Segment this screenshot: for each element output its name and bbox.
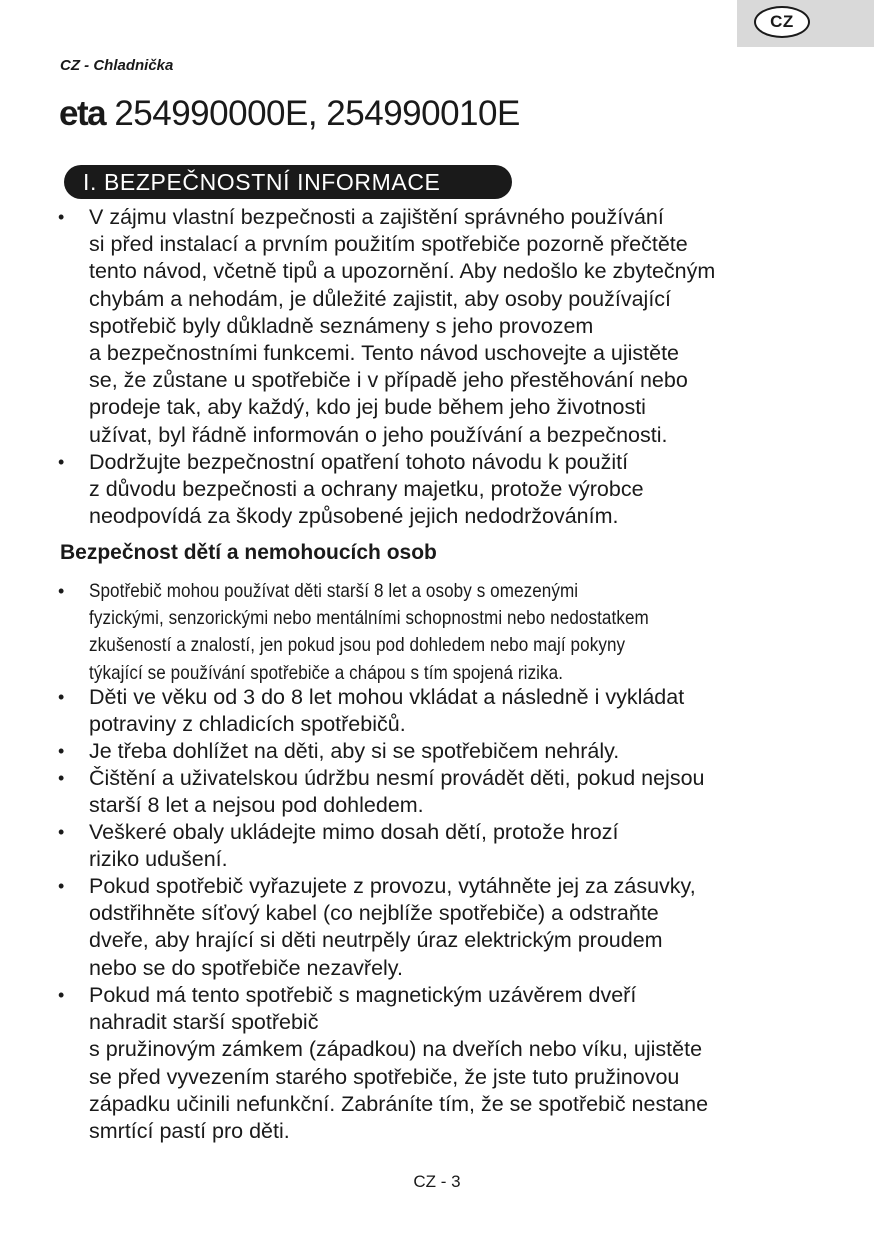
brand-logo-text: eta <box>59 94 106 133</box>
children-paragraph-4: Čištění a uživatelskou údržbu nesmí provádět děti, pokud nejsou starší 8 let a nejsou pod dohledem. <box>89 766 705 818</box>
section-heading: I. BEZPEČNOSTNÍ INFORMACE <box>64 165 512 199</box>
safety-paragraph-2: Dodržujte bezpečnostní opatření tohoto návodu k použití z důvodu bezpečnosti a ochrany majetku, protože výrobce neodpovídá za škody způsobené jejich nedodržováním. <box>89 450 644 529</box>
children-paragraph-2: Děti ve věku od 3 do 8 let mohou vkládat a následně i vykládat potraviny z chladicích spotřebičů. <box>89 685 685 737</box>
safety-paragraph-1: V zájmu vlastní bezpečnosti a zajištění správného používání si před instalací a prvním použitím spotřebiče pozorně přečtěte tento návod, včetně tipů a upozornění. Aby nedošlo ke zbytečným chybám a nehodám, je důležité zajistit, aby osoby používající spotřebič byly důkladně seznámeny s jeho provozem a bezpečnostními funkcemi. Tento návod uschovejte a ujistěte se, že zůstane u spotřebiče i v případě jeho přestěhování nebo prodeje tak, aby každý, kdo jej bude během jeho životnosti užívat, byl řádně informován o jeho používání a bezpečnosti. <box>89 205 716 447</box>
bullet-icon: • <box>58 581 65 601</box>
children-paragraph-1: Spotřebič mohou používat děti starší 8 let a osoby s omezenými fyzickými, senzorickými nebo mentálními schopnostmi nebo nedostatkem zkušeností a znalostí, jen pokud jsou pod dohledem nebo mají pokyny týkající se používání spotřebiče a chápou s tím spojená rizika. <box>89 580 649 684</box>
bullet-icon: • <box>58 876 65 896</box>
page-number: CZ - 3 <box>413 1172 461 1191</box>
bullet-icon: • <box>58 768 65 788</box>
page-title <box>59 94 520 134</box>
subheading-children-safety: Bezpečnost dětí a nemohoucích osob <box>60 541 437 564</box>
children-paragraph-7: Pokud má tento spotřebič s magnetickým uzávěrem dveří nahradit starší spotřebič s pružinovým zámkem (západkou) na dveřích nebo víku, ujistěte se před vyvezením starého spotřebiče, že jste tuto pružinovou západku učinili nefunkční. Zabráníte tím, že se spotřebič nestane smrtící pastí pro děti. <box>89 983 709 1144</box>
children-paragraph-5: Veškeré obaly ukládejte mimo dosah dětí, protože hrozí riziko udušení. <box>89 820 619 872</box>
bullet-icon: • <box>58 687 65 707</box>
section-label: CZ - Chladnička <box>60 57 174 74</box>
language-badge: CZ <box>754 6 810 38</box>
bullet-icon: • <box>58 207 65 227</box>
language-tab <box>737 0 874 47</box>
bullet-icon: • <box>58 985 65 1005</box>
bullet-icon: • <box>58 741 65 761</box>
bullet-icon: • <box>58 822 65 842</box>
bullet-icon: • <box>58 452 65 472</box>
children-paragraph-3: Je třeba dohlížet na děti, aby si se spotřebičem nehrály. <box>89 739 620 763</box>
model-numbers: 254990000E, 254990010E <box>105 94 520 133</box>
children-paragraph-6: Pokud spotřebič vyřazujete z provozu, vytáhněte jej za zásuvky, odstřihněte síťový kabel (co nejblíže spotřebiče) a odstraňte dveře, aby hrající si děti neutrpěly úraz elektrickým proudem nebo se do spotřebiče nezavřely. <box>89 874 696 980</box>
